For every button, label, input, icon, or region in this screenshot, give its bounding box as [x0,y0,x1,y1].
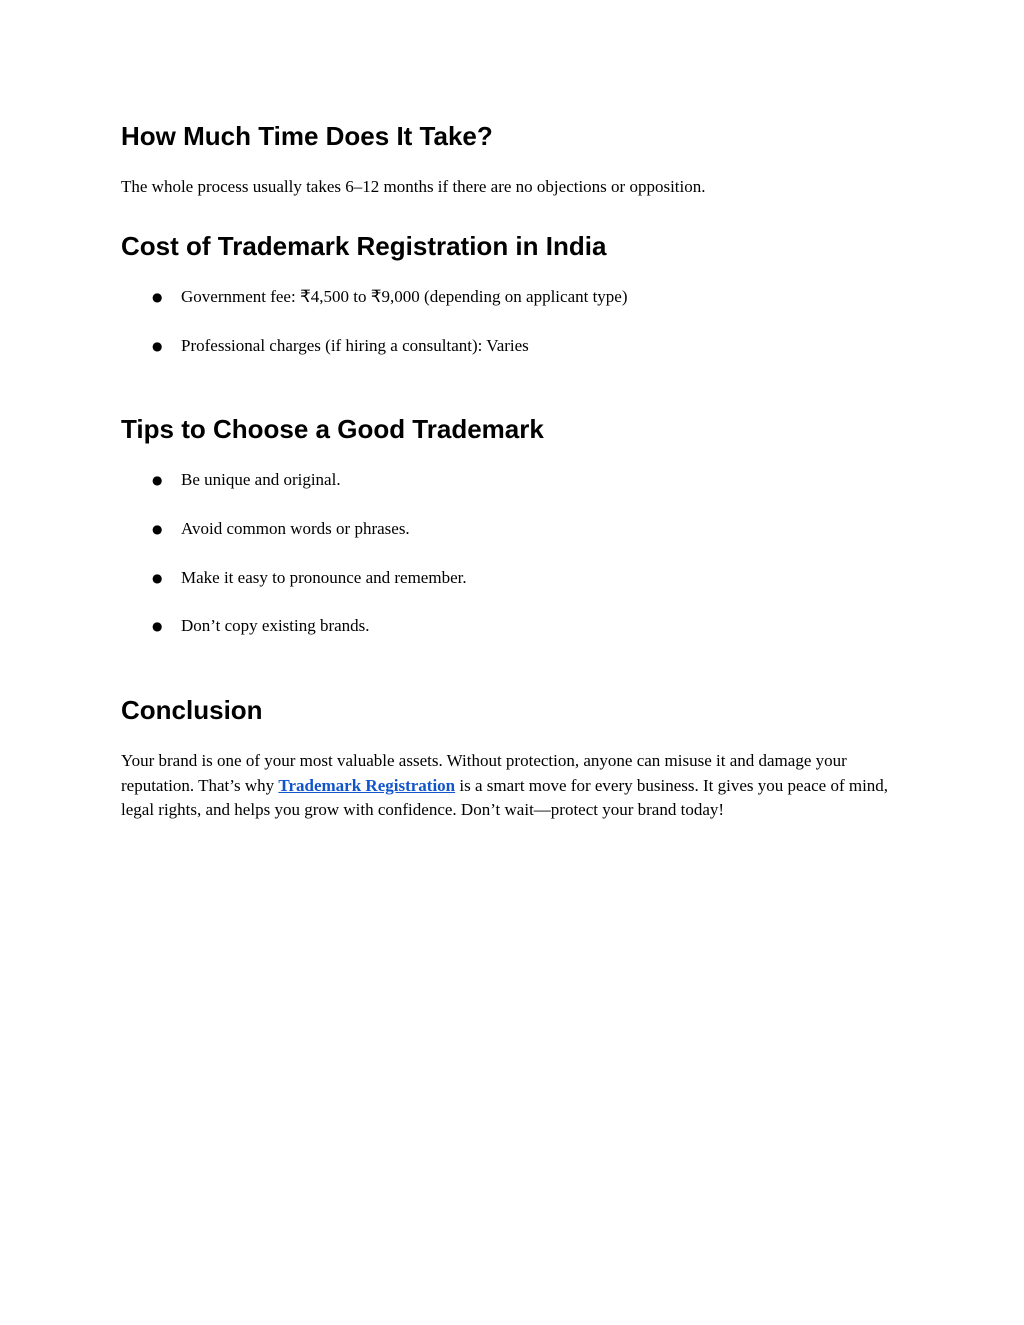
list-item [121,566,881,590]
list-item [121,517,881,541]
conclusion-text-after-link: is a smart move for every business. It gives you peace of mind, legal rights, and helps you grow with confidence. Don’t wait—protect your brand today! [121,775,889,819]
conclusion-paragraph [121,749,911,823]
list-item-text: Don’t copy existing brands. [181,616,370,635]
bullet-icon: ● [152,571,163,585]
heading-time: How Much Time Does It Take? [121,121,493,151]
trademark-registration-link[interactable]: Trademark Registration [278,775,456,795]
heading-tips: Tips to Choose a Good Trademark [121,414,544,444]
heading-conclusion: Conclusion [121,695,263,725]
heading-cost: Cost of Trademark Registration in India [121,231,607,261]
bullet-icon: ● [152,619,163,633]
list-item-text: Make it easy to pronounce and remember. [181,568,467,587]
time-paragraph: The whole process usually takes 6–12 months if there are no objections or opposition. [121,177,706,196]
list-item-text: Professional charges (if hiring a consultant): Varies [181,336,529,355]
conclusion-text-before-link: Your brand is one of your most valuable assets. Without protection, anyone can misuse it and damage your reputation. That’s why [121,751,847,795]
list-item-text: Government fee: ₹4,500 to ₹9,000 (depending on applicant type) [181,287,628,306]
list-item-text: Be unique and original. [181,470,341,489]
bullet-icon: ● [152,290,163,304]
list-item [121,334,881,358]
list-item [121,614,881,638]
bullet-icon: ● [152,522,163,536]
bullet-icon: ● [152,473,163,487]
list-item [121,468,881,492]
list-item-text: Avoid common words or phrases. [181,519,410,538]
bullet-icon: ● [152,339,163,353]
list-item [121,285,881,309]
